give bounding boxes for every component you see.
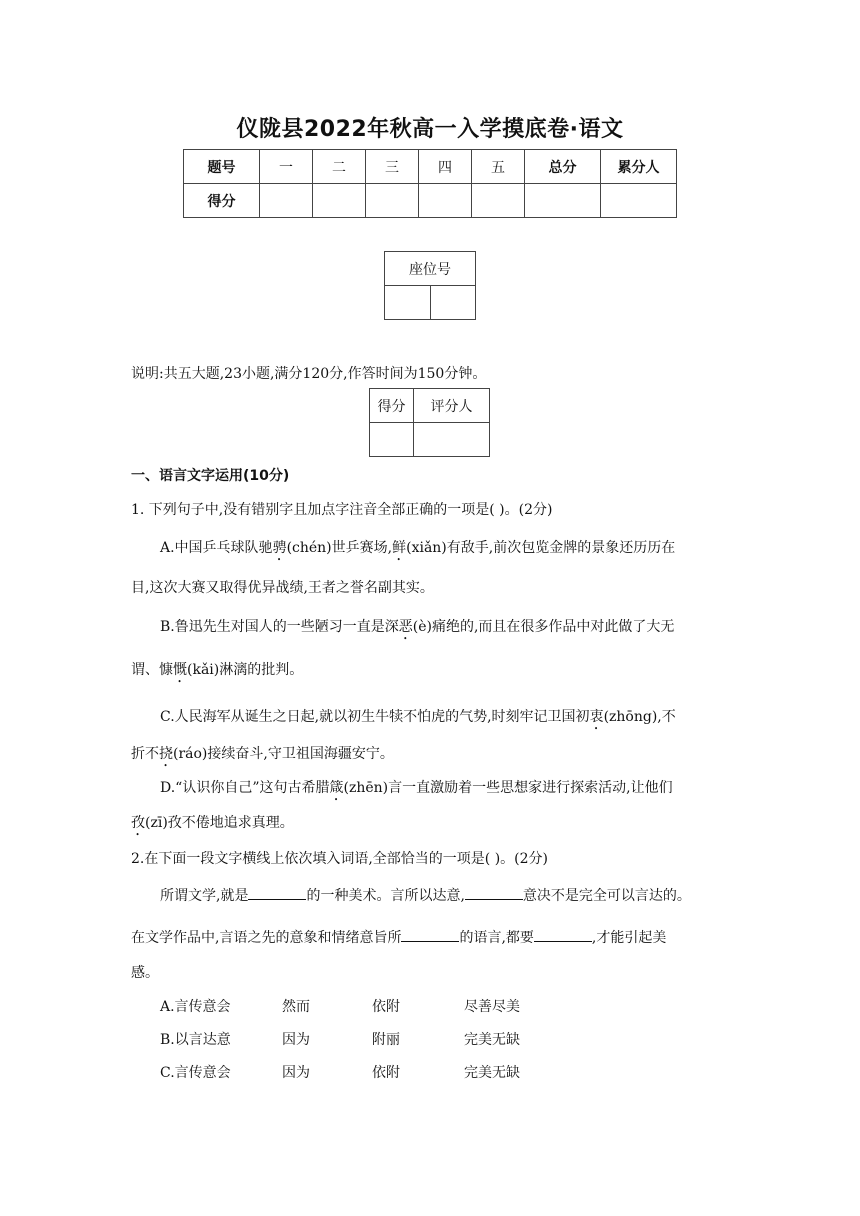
text: (kǎi)淋漓的批判。 <box>187 662 304 678</box>
question-2-stem: 2.在下面一段文字横线上依次填入词语,全部恰当的一项是( )。(2分) <box>131 851 549 867</box>
text: D.“认识你自己”这句古希腊 <box>160 780 330 796</box>
q2-option-c-word: 依附 <box>372 1065 400 1081</box>
q2-option-a-word: 然而 <box>282 999 310 1015</box>
section-heading: 一、语言文字运用(10分) <box>131 468 290 484</box>
blank-line <box>465 887 523 900</box>
q2-option-a-word: 尽善尽美 <box>464 999 520 1015</box>
dotted-char: 挠 <box>159 746 173 762</box>
text: B.鲁迅先生对国人的一些陋习一直是深 <box>160 619 399 635</box>
page-title: 仪陇县2022年秋高一入学摸底卷·语文 <box>236 117 624 142</box>
instructions: 说明:共五大题,23小题,满分120分,作答时间为150分钟。 <box>131 366 487 382</box>
dotted-char: 恶 <box>398 619 413 635</box>
text: (è)痛绝的,而且在很多作品中对此做了大无 <box>412 619 675 635</box>
header-cell: 四 <box>419 150 472 184</box>
seat-table <box>384 251 476 320</box>
text: (ráo)接续奋斗,守卫祖国海疆安宁。 <box>173 746 394 762</box>
score-cell[interactable] <box>525 184 601 218</box>
q1-option-c-line1[interactable] <box>160 706 676 733</box>
dotted-char: 箴 <box>329 780 344 796</box>
q1-option-c-line2 <box>131 743 394 770</box>
grader-cell[interactable] <box>414 423 490 457</box>
text: (xiǎn)有敌手,前次包览金牌的景象还历历在 <box>406 540 676 556</box>
q2-option-a-word: 依附 <box>372 999 400 1015</box>
text: (zhōng),不 <box>603 709 676 725</box>
q2-option-b-word: 附丽 <box>372 1032 400 1048</box>
dotted-char: 鲜 <box>392 540 407 556</box>
q2-option-c-word: 完美无缺 <box>464 1065 520 1081</box>
text: 的语言,都要 <box>459 930 534 946</box>
score-cell[interactable] <box>601 184 677 218</box>
text: (chén)世乒赛场, <box>286 540 393 556</box>
text: 在文学作品中,言语之先的意象和情绪意旨所 <box>131 930 402 946</box>
seat-label: 座位号 <box>385 252 476 286</box>
q2-passage-line3: 感。 <box>131 965 159 981</box>
text: ,才能引起美 <box>591 930 667 946</box>
q2-option-a[interactable]: A.言传意会 <box>160 999 231 1015</box>
q1-option-a-line1[interactable] <box>160 537 675 564</box>
blank-line <box>248 887 306 900</box>
text: 折不 <box>131 746 159 762</box>
score-cell[interactable] <box>260 184 313 218</box>
q2-option-b-word: 完美无缺 <box>464 1032 520 1048</box>
row-label: 得分 <box>184 184 260 218</box>
q1-option-b-line1[interactable] <box>160 616 674 643</box>
blank-line <box>534 929 592 942</box>
grader-score-cell[interactable] <box>370 423 414 457</box>
header-cell: 总分 <box>525 150 601 184</box>
seat-cell[interactable] <box>430 286 476 320</box>
q2-option-c[interactable]: C.言传意会 <box>160 1065 231 1081</box>
text: (zī)孜不倦地追求真理。 <box>145 815 294 831</box>
question-1-stem: 1. 下列句子中,没有错别字且加点字注音全部正确的一项是( )。(2分) <box>131 502 553 518</box>
header-cell: 二 <box>313 150 366 184</box>
header-cell: 三 <box>366 150 419 184</box>
grader-table <box>369 388 490 457</box>
q2-option-c-word: 因为 <box>282 1065 310 1081</box>
header-cell: 题号 <box>184 150 260 184</box>
dotted-char: 骋 <box>272 540 287 556</box>
dotted-char: 孜 <box>131 815 145 831</box>
seat-cell[interactable] <box>385 286 431 320</box>
header-cell: 累分人 <box>601 150 677 184</box>
text: 意决不是完全可以言达的。 <box>522 888 691 904</box>
grader-score-label: 得分 <box>370 389 414 423</box>
score-cell[interactable] <box>472 184 525 218</box>
q1-option-d-line2 <box>131 812 294 839</box>
q2-passage-line1 <box>160 885 691 905</box>
q1-option-b-line2 <box>131 659 303 686</box>
text: 谓、慷 <box>131 662 173 678</box>
score-cell[interactable] <box>366 184 419 218</box>
score-cell[interactable] <box>419 184 472 218</box>
score-table-header-row <box>184 150 677 184</box>
dotted-char: 衷 <box>589 709 604 725</box>
dotted-char: 慨 <box>173 662 187 678</box>
header-cell: 一 <box>260 150 313 184</box>
q2-option-b-word: 因为 <box>282 1032 310 1048</box>
score-table <box>183 149 677 218</box>
grader-label: 评分人 <box>414 389 490 423</box>
q2-option-b[interactable]: B.以言达意 <box>160 1032 231 1048</box>
q1-option-d-line1[interactable] <box>160 777 673 804</box>
q1-option-a-line2: 目,这次大赛又取得优异战绩,王者之誉名副其实。 <box>131 580 434 596</box>
text: A.中国乒乓球队驰 <box>160 540 273 556</box>
blank-line <box>401 929 459 942</box>
header-cell: 五 <box>472 150 525 184</box>
score-table-score-row <box>184 184 677 218</box>
text: (zhēn)言一直激励着一些思想家进行探索活动,让他们 <box>343 780 673 796</box>
q2-passage-line2 <box>131 927 666 947</box>
text: 所谓文学,就是 <box>160 888 249 904</box>
score-cell[interactable] <box>313 184 366 218</box>
text: 的一种美术。言所以达意, <box>306 888 465 904</box>
text: C.人民海军从诞生之日起,就以初生牛犊不怕虎的气势,时刻牢记卫国初 <box>160 709 590 725</box>
